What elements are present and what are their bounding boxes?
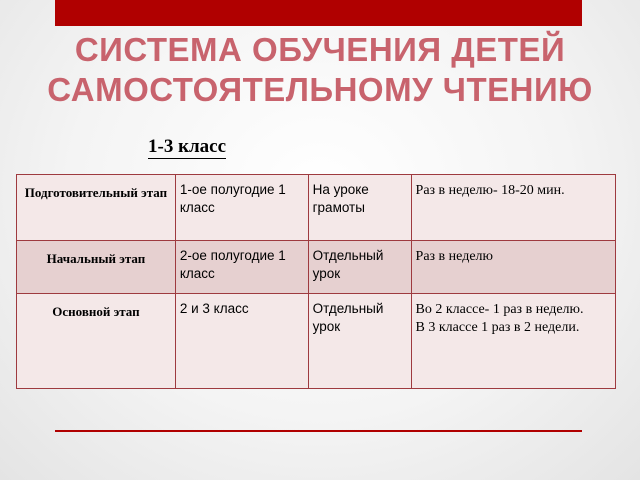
frequency-line: В 3 классе 1 раз в 2 недели. [415, 320, 580, 335]
format-cell: Отдельный урок [308, 294, 411, 389]
period-cell: 2-ое полугодие 1 класс [175, 241, 308, 294]
period-cell: 2 и 3 класс [175, 294, 308, 389]
frequency-line: Во 2 классе- 1 раз в неделю. [415, 302, 584, 317]
frequency-cell: Раз в неделю- 18-20 мин. [411, 175, 615, 241]
frequency-cell [411, 294, 615, 389]
slide-title-line-2: САМОСТОЯТЕЛЬНОМУ ЧТЕНИЮ [47, 71, 593, 108]
stage-cell: Основной этап [17, 294, 176, 389]
reading-schedule-table [16, 174, 616, 389]
top-accent-bar [55, 0, 582, 26]
table-row [17, 294, 616, 389]
grade-subtitle: 1-3 класс [148, 136, 227, 157]
bottom-accent-line [55, 430, 582, 432]
stage-cell: Подготовительный этап [17, 175, 176, 241]
stage-cell: Начальный этап [17, 241, 176, 294]
table-row [17, 241, 616, 294]
format-cell: Отдельный урок [308, 241, 411, 294]
slide-title-line-1: СИСТЕМА ОБУЧЕНИЯ ДЕТЕЙ [74, 31, 566, 68]
format-cell: На уроке грамоты [308, 175, 411, 241]
slide-title [0, 30, 640, 110]
table-row [17, 175, 616, 241]
period-cell: 1-ое полугодие 1 класс [175, 175, 308, 241]
frequency-cell: Раз в неделю [411, 241, 615, 294]
